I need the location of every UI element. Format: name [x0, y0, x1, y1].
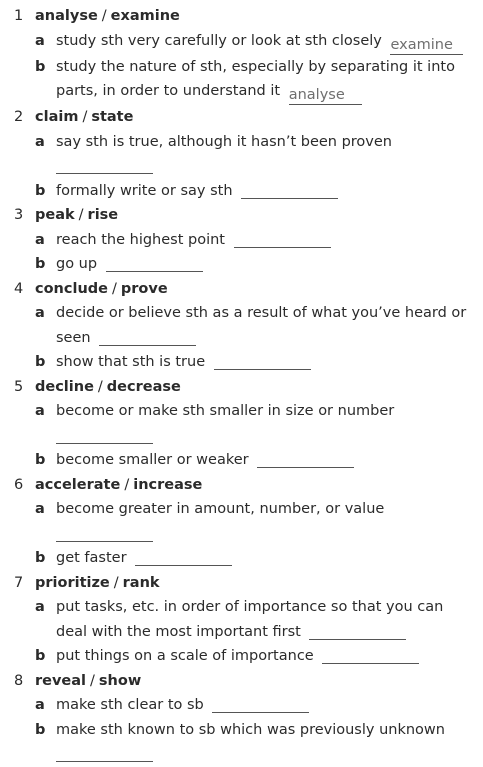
definition-text: become smaller or weaker — [56, 452, 249, 468]
definition-letter: b — [35, 550, 46, 566]
word-option-2: rise — [87, 207, 119, 223]
definition-row — [14, 179, 483, 204]
answer-blank[interactable] — [214, 351, 311, 370]
definition-letter: a — [35, 305, 45, 321]
definition-row — [14, 350, 483, 375]
answer-blank[interactable] — [257, 449, 354, 468]
word-option-2: show — [98, 672, 142, 689]
definition-row — [14, 55, 483, 106]
answer-blank[interactable] — [135, 547, 232, 566]
word-option-1: claim — [35, 109, 79, 125]
definition-letter: a — [35, 133, 45, 150]
exercise-item — [14, 669, 483, 767]
definition-text: formally write or say sth — [56, 182, 233, 199]
definition-letter: b — [35, 354, 46, 370]
definition-text: put tasks, etc. in order of importance so that you can deal with the most important first — [56, 599, 444, 640]
word-option-2: examine — [110, 8, 180, 24]
answer-blank[interactable] — [289, 86, 362, 105]
definition-row — [14, 448, 483, 473]
word-option-1: reveal — [35, 672, 87, 689]
answer-blank[interactable] — [106, 253, 203, 272]
word-option-2: decrease — [106, 378, 181, 395]
item-number: 4 — [14, 280, 24, 297]
item-number: 3 — [14, 207, 24, 223]
definition-letter: b — [35, 452, 46, 468]
definition-text: study the nature of sth, especially by separating it into parts, in order to understand it — [56, 58, 455, 99]
definition-row — [14, 693, 483, 718]
word-option-1: analyse — [35, 8, 98, 24]
word-option-1: accelerate — [35, 476, 121, 493]
item-heading — [14, 571, 483, 596]
item-number: 2 — [14, 109, 24, 125]
word-option-2: rank — [122, 574, 160, 591]
word-separator: / — [78, 207, 84, 223]
answer-blank[interactable] — [56, 523, 153, 542]
definition-letter: a — [35, 697, 45, 713]
item-heading — [14, 375, 483, 400]
definition-row — [14, 301, 483, 350]
word-option-2: increase — [133, 476, 203, 493]
exercise-item — [14, 4, 483, 105]
item-number: 8 — [14, 672, 24, 689]
definition-letter: a — [35, 599, 45, 615]
word-separator: / — [111, 280, 117, 297]
answer-blank[interactable] — [234, 229, 331, 248]
definition-text: study sth very carefully or look at sth closely — [56, 32, 382, 49]
word-separator: / — [124, 476, 130, 493]
definition-row — [14, 497, 483, 546]
answer-blank[interactable] — [309, 621, 406, 640]
definition-text: show that sth is true — [56, 354, 206, 370]
item-number: 5 — [14, 378, 24, 395]
definition-text: get faster — [56, 550, 127, 566]
answer-blank[interactable] — [56, 743, 153, 762]
item-number: 6 — [14, 476, 24, 493]
word-separator: / — [101, 8, 107, 24]
word-separator: / — [82, 109, 88, 125]
definition-row — [14, 130, 483, 179]
answer-text: examine — [390, 36, 453, 53]
definition-text: make sth known to sb which was previously unknown — [56, 721, 445, 738]
word-separator: / — [113, 574, 119, 591]
definition-letter: a — [35, 403, 45, 419]
definition-row — [14, 228, 483, 253]
definition-row — [14, 546, 483, 571]
exercise-item — [14, 473, 483, 571]
answer-blank[interactable] — [99, 327, 196, 346]
definition-text: decide or believe sth as a result of what you’ve heard or seen — [56, 305, 467, 346]
item-heading — [14, 669, 483, 694]
answer-blank[interactable] — [322, 645, 419, 664]
definition-text: become or make sth smaller in size or number — [56, 403, 395, 419]
definition-text: make sth clear to sb — [56, 697, 204, 713]
definition-text: go up — [56, 256, 98, 272]
word-option-2: prove — [120, 280, 168, 297]
exercise-item — [14, 375, 483, 473]
definition-letter: b — [35, 648, 46, 664]
item-heading — [14, 277, 483, 302]
exercise-item — [14, 571, 483, 669]
item-number: 7 — [14, 574, 24, 591]
definition-row — [14, 399, 483, 448]
answer-blank[interactable] — [56, 425, 153, 444]
definition-text: become greater in amount, number, or value — [56, 501, 385, 517]
definition-letter: a — [35, 32, 45, 49]
item-heading — [14, 105, 483, 130]
word-separator: / — [97, 378, 103, 395]
item-heading — [14, 203, 483, 228]
exercise-item — [14, 203, 483, 277]
definition-text: put things on a scale of importance — [56, 648, 314, 664]
definition-row — [14, 644, 483, 669]
item-heading — [14, 473, 483, 498]
answer-blank[interactable] — [241, 180, 338, 199]
exercise-item — [14, 277, 483, 375]
word-separator: / — [90, 672, 95, 689]
definition-row — [14, 595, 483, 644]
definition-letter: b — [35, 256, 46, 272]
definition-text: say sth is true, although it hasn’t been proven — [56, 133, 392, 150]
answer-blank[interactable] — [56, 155, 153, 174]
definition-text: reach the highest point — [56, 231, 225, 248]
exercise-item — [14, 105, 483, 203]
definition-letter: b — [35, 721, 46, 738]
answer-blank[interactable] — [212, 694, 309, 713]
answer-text: analyse — [288, 87, 345, 103]
definition-letter: a — [35, 231, 45, 248]
item-heading — [14, 4, 483, 29]
word-option-1: conclude — [35, 280, 108, 297]
definition-row — [14, 252, 483, 277]
definition-letter: b — [35, 58, 46, 75]
word-option-1: decline — [35, 378, 94, 395]
definition-letter: b — [35, 182, 46, 199]
answer-blank[interactable] — [390, 36, 463, 55]
definition-row — [14, 718, 483, 767]
word-option-2: state — [91, 109, 134, 125]
word-option-1: peak — [35, 207, 75, 223]
word-option-1: prioritize — [35, 574, 110, 591]
item-number: 1 — [14, 8, 24, 24]
definition-row — [14, 29, 483, 55]
definition-letter: a — [35, 501, 45, 517]
